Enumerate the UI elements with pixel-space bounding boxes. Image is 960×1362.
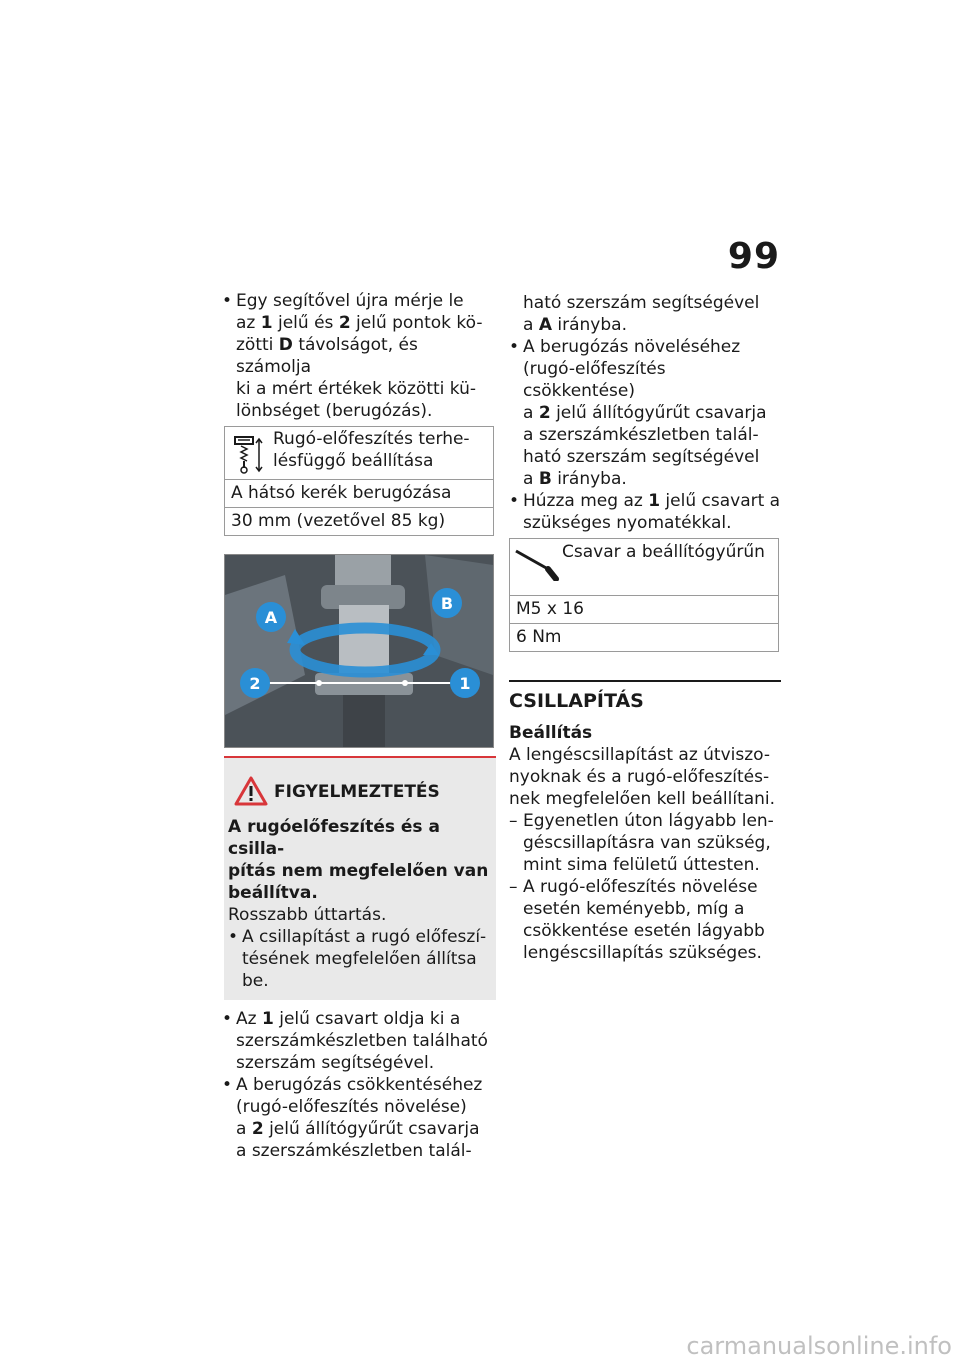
damping-paragraph: A lengéscsillapítást az útviszo- nyoknak és a rugó-előfeszítés- nek megfelelően kell beállítani. (509, 745, 776, 809)
warning-heading: A rugóelőfeszítés és a csilla- pítás nem megfelelően van beállítva. (228, 817, 489, 903)
bullet-loosen-screw: • Az 1 jelű csavart oldja ki a szerszámkészletben található szerszám segítségével. (222, 1008, 494, 1074)
sag-table-title: Rugó-előfeszítés terhe- lésfüggő beállítása (273, 429, 470, 471)
sag-table-header (225, 427, 493, 480)
warning-text: Rosszabb úttartás. (228, 905, 387, 925)
figure-label-b: B (440, 594, 454, 613)
warning-bullet: • A csillapítást a rugó előfeszí- tésének megfelelően állítsa be. (228, 926, 492, 992)
torque-table (509, 538, 779, 652)
figure-label-2: 2 (249, 674, 261, 693)
bullet-tighten-screw: • Húzza meg az 1 jelű csavart a szükséges nyomatékkal. (509, 490, 781, 534)
dash-item-preload: – A rugó-előfeszítés növelése esetén keményebb, míg a csökkentése esetén lágyabb lengéscsillapítás szükséges. (509, 876, 781, 964)
right-column (509, 292, 781, 964)
figure-label-a: A (264, 608, 278, 627)
figure-label-1: 1 (459, 674, 471, 693)
footer-watermark[interactable]: carmanualsonline.info (686, 1332, 952, 1360)
torque-table-row: 6 Nm (516, 627, 562, 647)
warning-title: FIGYELMEZTETÉS (228, 776, 492, 808)
torque-table-title: Csavar a beállítógyűrűn (562, 542, 765, 562)
sag-table (224, 426, 494, 536)
warning-box (224, 756, 496, 1000)
spring-preload-icon (233, 435, 265, 475)
continued-text: ható szerszám segítségével a A irányba. (523, 293, 760, 335)
section-heading: CSILLAPÍTÁS (509, 680, 781, 712)
sag-table-row: 30 mm (vezetővel 85 kg) (231, 511, 446, 531)
bullet-increase-sag: • A berugózás növeléséhez (rugó-előfeszítés csökkentése) a 2 jelű állítógyűrűt csavarja a szerszámkészletben talál- ható szerszám segítségével a B irányba. (509, 336, 781, 490)
warning-triangle-icon (234, 776, 268, 806)
shock-absorber-illustration (225, 555, 493, 747)
section-subheading: Beállítás (509, 723, 593, 743)
sag-table-row: A hátsó kerék berugózása (225, 480, 493, 508)
torque-wrench-icon (514, 547, 560, 581)
bullet-measure: • Egy segítővel újra mérje le az 1 jelű és 2 jelű pontok kö- zötti D távolságot, és számolja ki a mért értékek közötti kü- lönbséget (berugózás). (222, 290, 494, 422)
page-number: 99 (727, 236, 780, 277)
dash-item-rough-road: – Egyenetlen úton lágyabb len- géscsillapításra van szükség, mint sima felületű úttesten. (509, 810, 781, 876)
left-column (222, 290, 494, 1162)
torque-table-header (510, 539, 778, 596)
torque-table-row: M5 x 16 (510, 596, 778, 624)
shock-absorber-photo (224, 554, 494, 748)
bullet-decrease-sag: • A berugózás csökkentéséhez (rugó-előfeszítés növelése) a 2 jelű állítógyűrűt csavarja a szerszámkészletben talál- (222, 1074, 494, 1162)
